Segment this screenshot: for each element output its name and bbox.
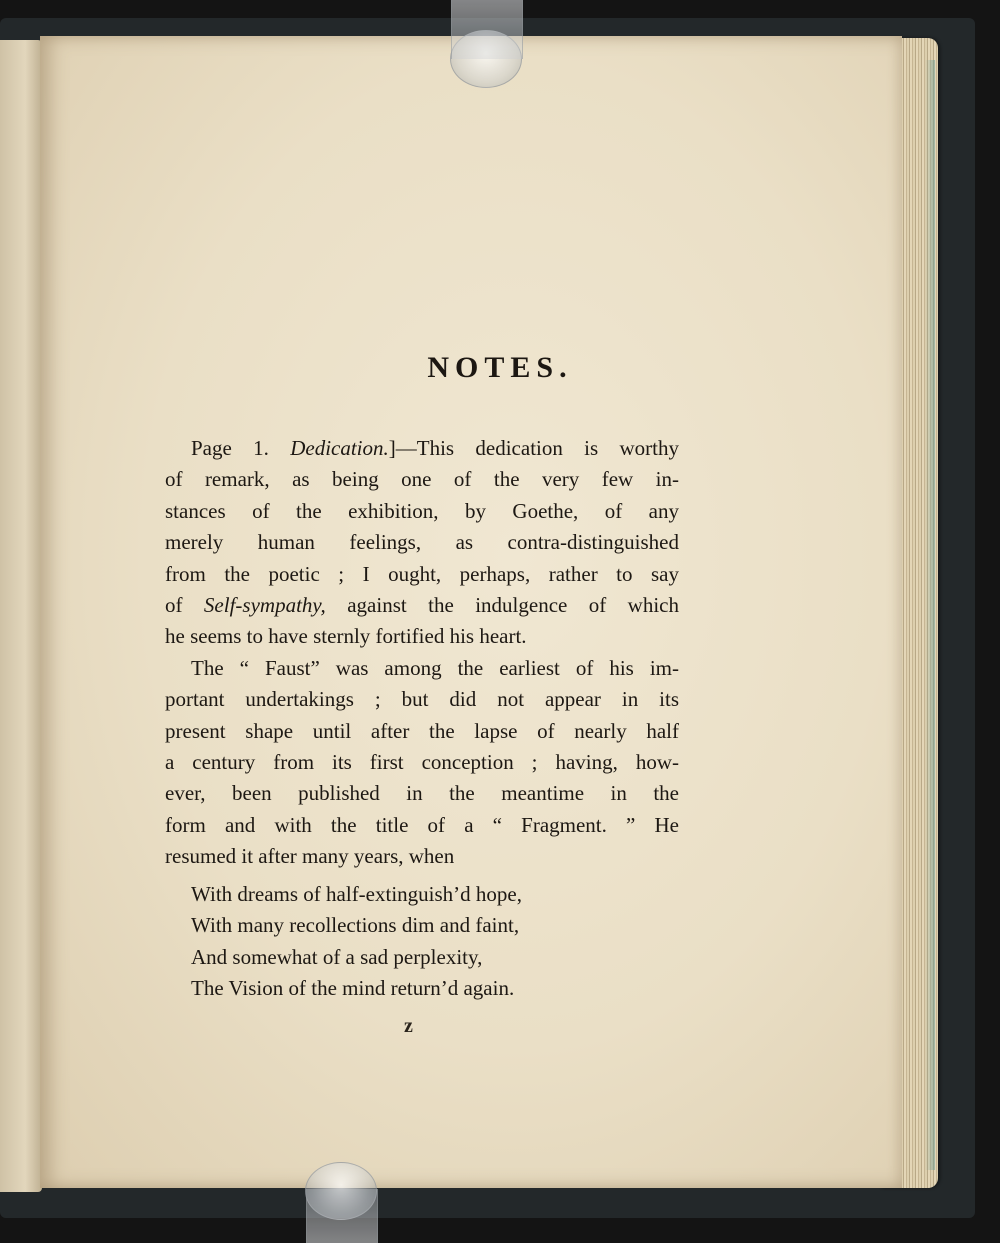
text-line: merely human feelings, as contra-distinguished: [165, 530, 679, 555]
verse-quote: [165, 879, 679, 1005]
bottom-page-clip: [305, 1162, 377, 1220]
lead-rest: ]—This dedication is worthy: [388, 436, 679, 460]
line6-post: against the indulgence of which: [325, 593, 679, 618]
page-edge-tint: [925, 60, 935, 1170]
text-line: resumed it after many years, when: [165, 844, 455, 869]
text-line: [165, 433, 679, 464]
text-line: The “ Faust” was among the earliest of his im-: [191, 655, 679, 680]
text-line: stances of the exhibition, by Goethe, of any: [165, 498, 679, 523]
text-line: form and with the title of a “ Fragment. ” He: [165, 812, 679, 837]
page-heading: NOTES.: [427, 351, 573, 384]
notes-text: [165, 433, 679, 1004]
text-line: from the poetic ; I ought, perhaps, rather to say: [165, 561, 679, 586]
verse-line: With dreams of half-extinguish’d hope,: [191, 881, 522, 906]
verse-line: The Vision of the mind return’d again.: [191, 975, 515, 1000]
paragraph-faust: [165, 653, 679, 873]
lead-page: Page 1.: [191, 436, 291, 460]
verse-line: With many recollections dim and faint,: [191, 913, 520, 938]
text-line: of remark, as being one of the very few in-: [165, 467, 679, 492]
text-line: he seems to have sternly fortified his heart.: [165, 624, 527, 649]
text-line: a century from its first conception ; having, how-: [165, 750, 679, 775]
verse-line: And somewhat of a sad perplexity,: [191, 944, 483, 969]
line6-pre: of: [165, 593, 204, 618]
text-line: ever, been published in the meantime in the: [165, 781, 679, 806]
facing-page-edge: [0, 40, 42, 1192]
top-page-clip: [450, 30, 522, 88]
paragraph-dedication: [165, 433, 679, 653]
signature-mark: z: [404, 1015, 413, 1037]
text-line: [165, 590, 679, 621]
text-line: portant undertakings ; but did not appear in its: [165, 687, 679, 712]
lead-dedication: Dedication.: [290, 436, 389, 460]
self-sympathy: Self-sympathy,: [203, 593, 326, 618]
text-line: present shape until after the lapse of nearly half: [165, 718, 679, 743]
